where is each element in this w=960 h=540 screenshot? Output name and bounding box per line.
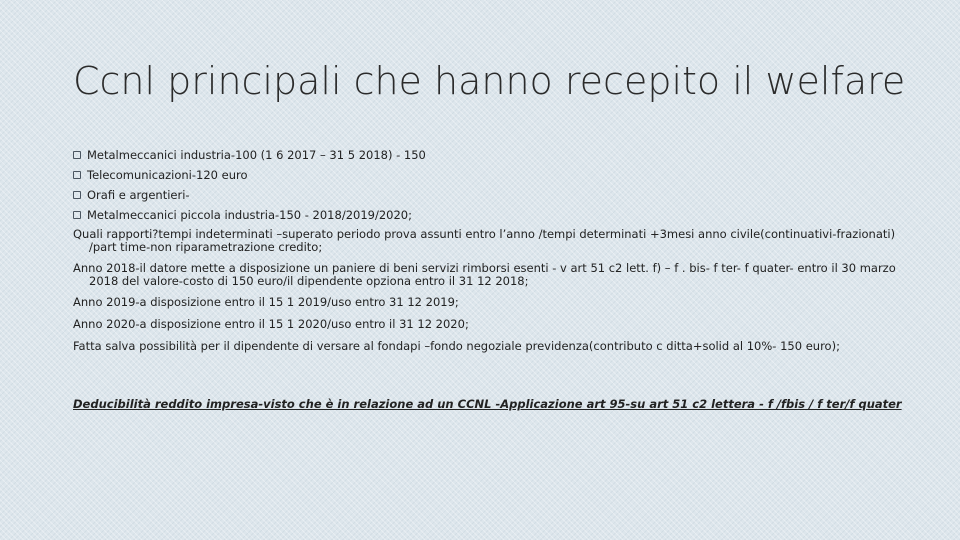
bullet-item <box>73 185 903 205</box>
paragraph-anno-2019: Anno 2019-a disposizione entro il 15 1 2019/uso entro 31 12 2019; <box>73 295 459 309</box>
checkbox-bullet-icon <box>73 211 81 219</box>
paragraph-fondapi: Fatta salva possibilità per il dipendente di versare al fondapi –fondo negoziale previdenza(contributo c ditta+solid al 10%- 150 euro); <box>73 339 840 353</box>
bullet-text: Orafi e argentieri- <box>87 187 190 202</box>
bullet-item <box>73 165 903 185</box>
bullet-text: Telecomunicazioni-120 euro <box>87 167 248 182</box>
paragraph-rapporti: Quali rapporti?tempi indeterminati –superato periodo prova assunti entro l’anno /tempi determinati +3mesi anno civile(continuativi-frazionati) /part time-non riparametrazione credito; <box>73 227 896 254</box>
checkbox-bullet-icon <box>73 171 81 179</box>
paragraph-anno-2020: Anno 2020-a disposizione entro il 15 1 2020/uso entro il 31 12 2020; <box>73 317 469 331</box>
slide-title: Ccnl principali che hanno recepito il welfare <box>73 59 906 103</box>
deducibility-note: Deducibilità reddito impresa-visto che è in relazione ad un CCNL -Applicazione art 95-su art 51 c2 lettera - f /fbis / f ter/f quater <box>73 397 902 411</box>
slide-body <box>73 145 903 362</box>
bullet-text: Metalmeccanici piccola industria-150 - 2018/2019/2020; <box>87 207 412 222</box>
bullet-item <box>73 205 903 225</box>
checkbox-bullet-icon <box>73 151 81 159</box>
bullet-text: Metalmeccanici industria-100 (1 6 2017 – 31 5 2018) - 150 <box>87 147 426 162</box>
checkbox-bullet-icon <box>73 191 81 199</box>
bullet-item <box>73 145 903 165</box>
paragraph-anno-2018: Anno 2018-il datore mette a disposizione un paniere di beni servizi rimborsi esenti - v art 51 c2 lett. f) – f . bis- f ter- f quater- entro il 30 marzo 2018 del valore-costo di 150 euro/il dipendente opziona entro il 31 12 2018; <box>73 261 896 288</box>
